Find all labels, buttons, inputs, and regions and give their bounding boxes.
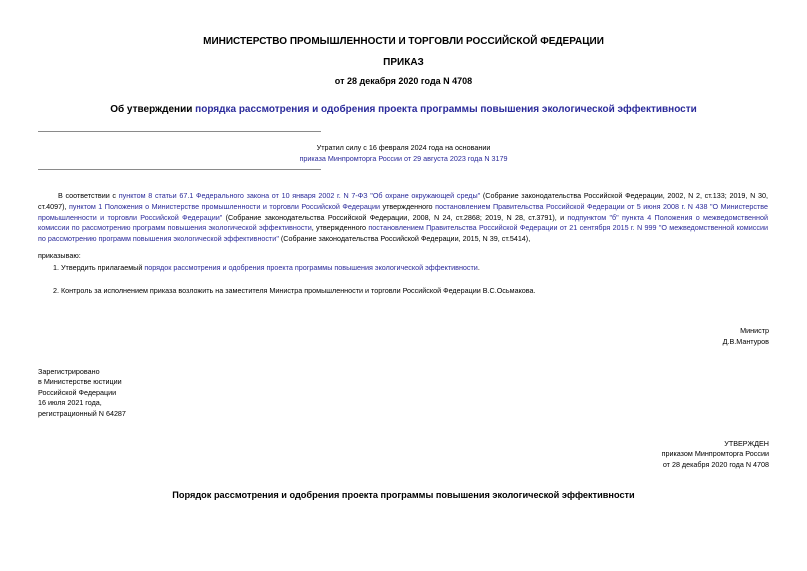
status-repeal-link[interactable]: приказа Минпромторга России от 29 августа 2023 года N 3179 — [299, 154, 508, 163]
approved-line: УТВЕРЖДЕН — [724, 439, 769, 448]
preamble-text-3: утвержденного — [380, 201, 436, 211]
document-date-number: от 28 декабря 2020 года N 4708 — [334, 76, 473, 86]
registration-line: регистрационный N 64287 — [38, 408, 126, 418]
status-line-1: Утратил силу с 16 февраля 2024 года на основании — [316, 143, 491, 152]
preamble-link-regulation[interactable]: пунктом 1 Положения о Министерстве промышленности и торговли Российской Федерации — [68, 201, 381, 211]
preamble-text-6: (Собрание законодательства Российской Федерации, 2015, N 39, ст.5414), — [278, 234, 531, 244]
document-type: ПРИКАЗ — [383, 57, 424, 68]
ministry-heading: МИНИСТЕРСТВО ПРОМЫШЛЕННОСТИ И ТОРГОВЛИ РОССИЙСКОЙ ФЕДЕРАЦИИ — [203, 36, 604, 47]
document-title — [0, 104, 807, 115]
order-item-1 — [53, 263, 480, 273]
signature-name: Д.В.Мантуров — [722, 337, 769, 346]
preamble-text-2: (Собрание законодательства Российской Федерации, 2002, N 2, ст.133; 2019, N 30, ст.4097), — [38, 191, 769, 211]
order-word: приказываю: — [38, 251, 81, 260]
item-1-suffix: . — [477, 263, 480, 272]
preamble-link-decree-999[interactable]: постановлением Правительства Российской Федерации от 21 сентября 2015 г. N 999 "О межведомственной комиссии по рассмотрению программ повышения экологической эффективности" — [38, 223, 768, 244]
preamble-link-law[interactable]: пунктом 8 статьи 67.1 Федерального закона от 10 января 2002 г. N 7-ФЗ "Об охране окружающей среды" — [118, 191, 481, 200]
approved-block — [662, 439, 769, 470]
registration-line: Зарегистрировано — [38, 367, 100, 376]
registration-block — [38, 367, 126, 419]
registration-line: Российской Федерации — [38, 387, 117, 397]
item-1-prefix: 1. Утвердить прилагаемый — [53, 263, 145, 272]
preamble-text-5: , утвержденного — [311, 223, 369, 233]
registration-line: в Министерстве юстиции — [38, 377, 122, 387]
preamble-paragraph — [38, 191, 768, 245]
preamble-text-4: (Собрание законодательства Российской Федерации, 2008, N 24, ст.2868; 2019, N 28, ст.3791), и — [222, 212, 568, 222]
title-prefix: Об утверждении — [110, 104, 196, 115]
signature-position: Министр — [740, 326, 769, 335]
approved-line: от 28 декабря 2020 года N 4708 — [662, 459, 769, 469]
divider-top — [38, 131, 321, 132]
registration-line: 16 июля 2021 года, — [38, 398, 102, 408]
preamble-text-1: В соответствии с — [58, 191, 119, 200]
title-link[interactable]: порядка рассмотрения и одобрения проекта программы повышения экологической эффективности — [195, 104, 697, 115]
approved-line: приказом Минпромторга России — [661, 449, 769, 459]
preamble-link-decree-438[interactable]: постановлением Правительства Российской Федерации от 5 июня 2008 г. N 438 "О Министерстве промышленности и торговли Российской Федерации" — [38, 201, 768, 222]
item-1-link[interactable]: порядок рассмотрения и одобрения проекта программы повышения экологической эффективности — [144, 263, 478, 272]
preamble-link-commission[interactable]: подпунктом "б" пункта 4 Положения о межведомственной комиссии по рассмотрению программ повышения экологической эффективности — [38, 212, 769, 233]
divider-bottom — [38, 169, 321, 170]
appendix-title: Порядок рассмотрения и одобрения проекта программы повышения экологической эффективности — [172, 490, 635, 500]
order-item-2: 2. Контроль за исполнением приказа возложить на заместителя Министра промышленности и торговли Российской Федерации В.С.Осьмакова. — [53, 286, 536, 295]
